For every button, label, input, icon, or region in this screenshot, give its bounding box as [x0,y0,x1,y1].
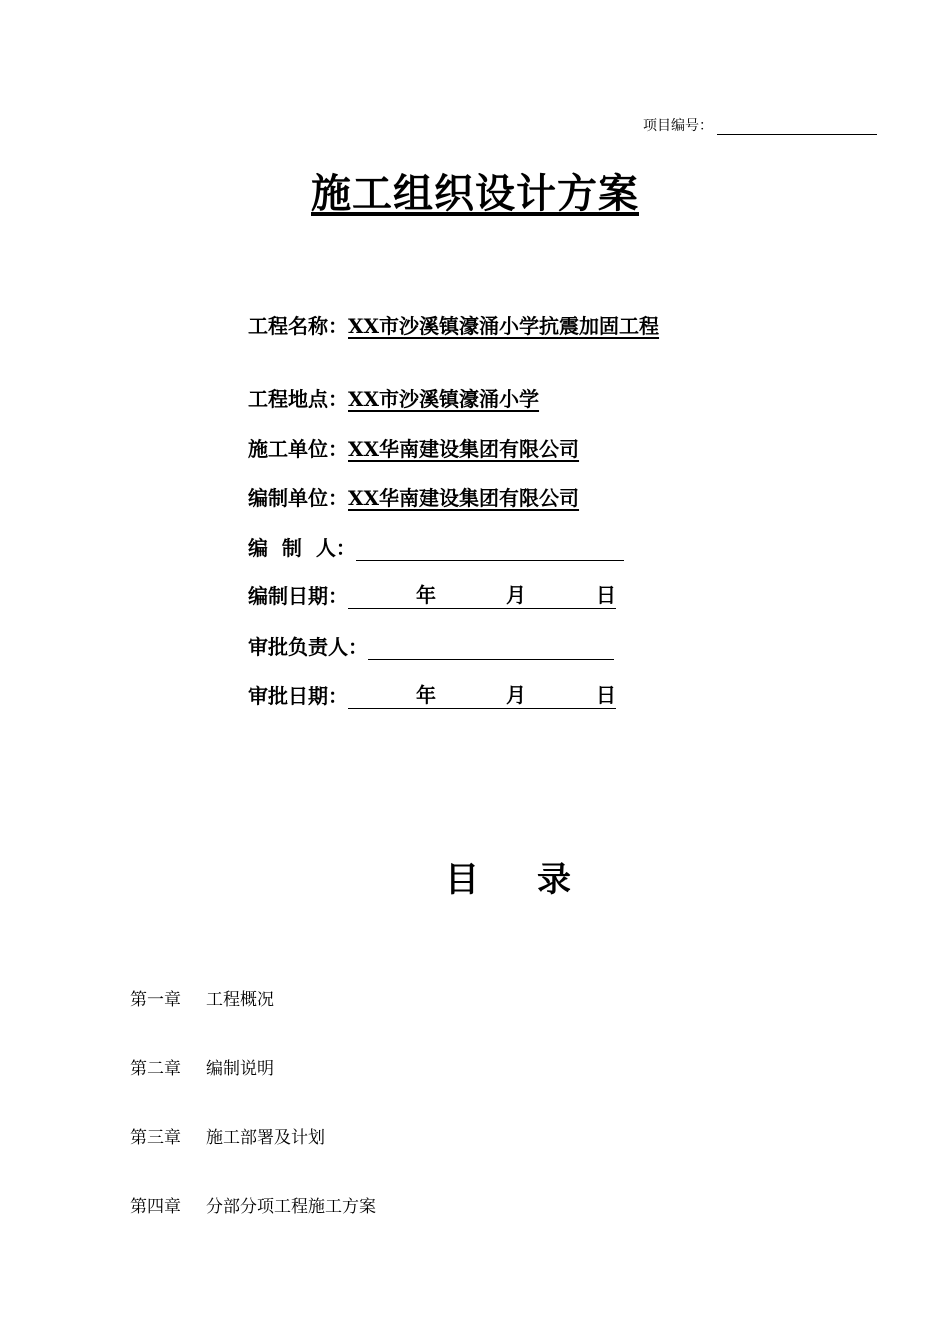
project-number [643,115,877,135]
approve-date-blank[interactable] [348,684,616,709]
construction-unit-value: XX华南建设集团有限公司 [348,437,580,461]
approver-blank[interactable] [368,637,614,660]
toc-item[interactable] [130,985,274,1010]
toc-item[interactable] [130,1192,376,1217]
toc-item[interactable] [130,1054,274,1079]
compile-date-day: 日 [596,583,616,607]
toc-chapter-title: 分部分项工程施工方案 [206,1197,376,1217]
project-number-label: 项目编号： [643,118,713,134]
compile-date-blank[interactable] [348,584,616,609]
toc-title-char-1: 目 [445,860,479,900]
location-value: XX市沙溪镇濠涌小学 [348,387,540,411]
compiling-unit-value: XX华南建设集团有限公司 [348,486,580,510]
toc-chapter-title: 施工部署及计划 [206,1128,325,1148]
compile-date-label: 编制日期： [248,584,348,608]
approver-label: 审批负责人： [248,635,368,659]
project-name-row [248,310,659,339]
project-number-blank[interactable] [717,118,877,135]
approver-row [248,631,614,660]
compile-date-row [248,580,616,609]
toc-title-char-2: 录 [537,860,571,900]
document-title: 施工组织设计方案 [311,170,639,217]
toc-chapter: 第一章 [130,990,181,1010]
compiler-blank[interactable] [356,538,624,561]
toc-chapter: 第四章 [130,1197,181,1217]
toc-chapter: 第二章 [130,1059,181,1079]
approve-date-year: 年 [416,683,436,707]
toc-chapter: 第三章 [130,1128,181,1148]
approve-date-row [248,680,616,709]
toc-item[interactable] [130,1123,325,1148]
toc-chapter-title: 编制说明 [206,1059,274,1079]
approve-date-day: 日 [596,683,616,707]
compiler-row [248,532,624,561]
compiling-unit-label: 编制单位： [248,486,348,510]
compile-date-year: 年 [416,583,436,607]
project-name-value: XX市沙溪镇濠涌小学抗震加固工程 [348,314,660,338]
compiler-label: 编 制 人： [248,536,356,560]
compiling-unit-row [248,482,579,511]
location-row [248,383,539,412]
location-label: 工程地点： [248,387,348,411]
toc-chapter-title: 工程概况 [206,990,274,1010]
approve-date-label: 审批日期： [248,684,348,708]
construction-unit-row [248,433,579,462]
construction-unit-label: 施工单位： [248,437,348,461]
compile-date-month: 月 [506,583,526,607]
project-name-label: 工程名称： [248,314,348,338]
toc-title [445,852,571,901]
approve-date-month: 月 [506,683,526,707]
